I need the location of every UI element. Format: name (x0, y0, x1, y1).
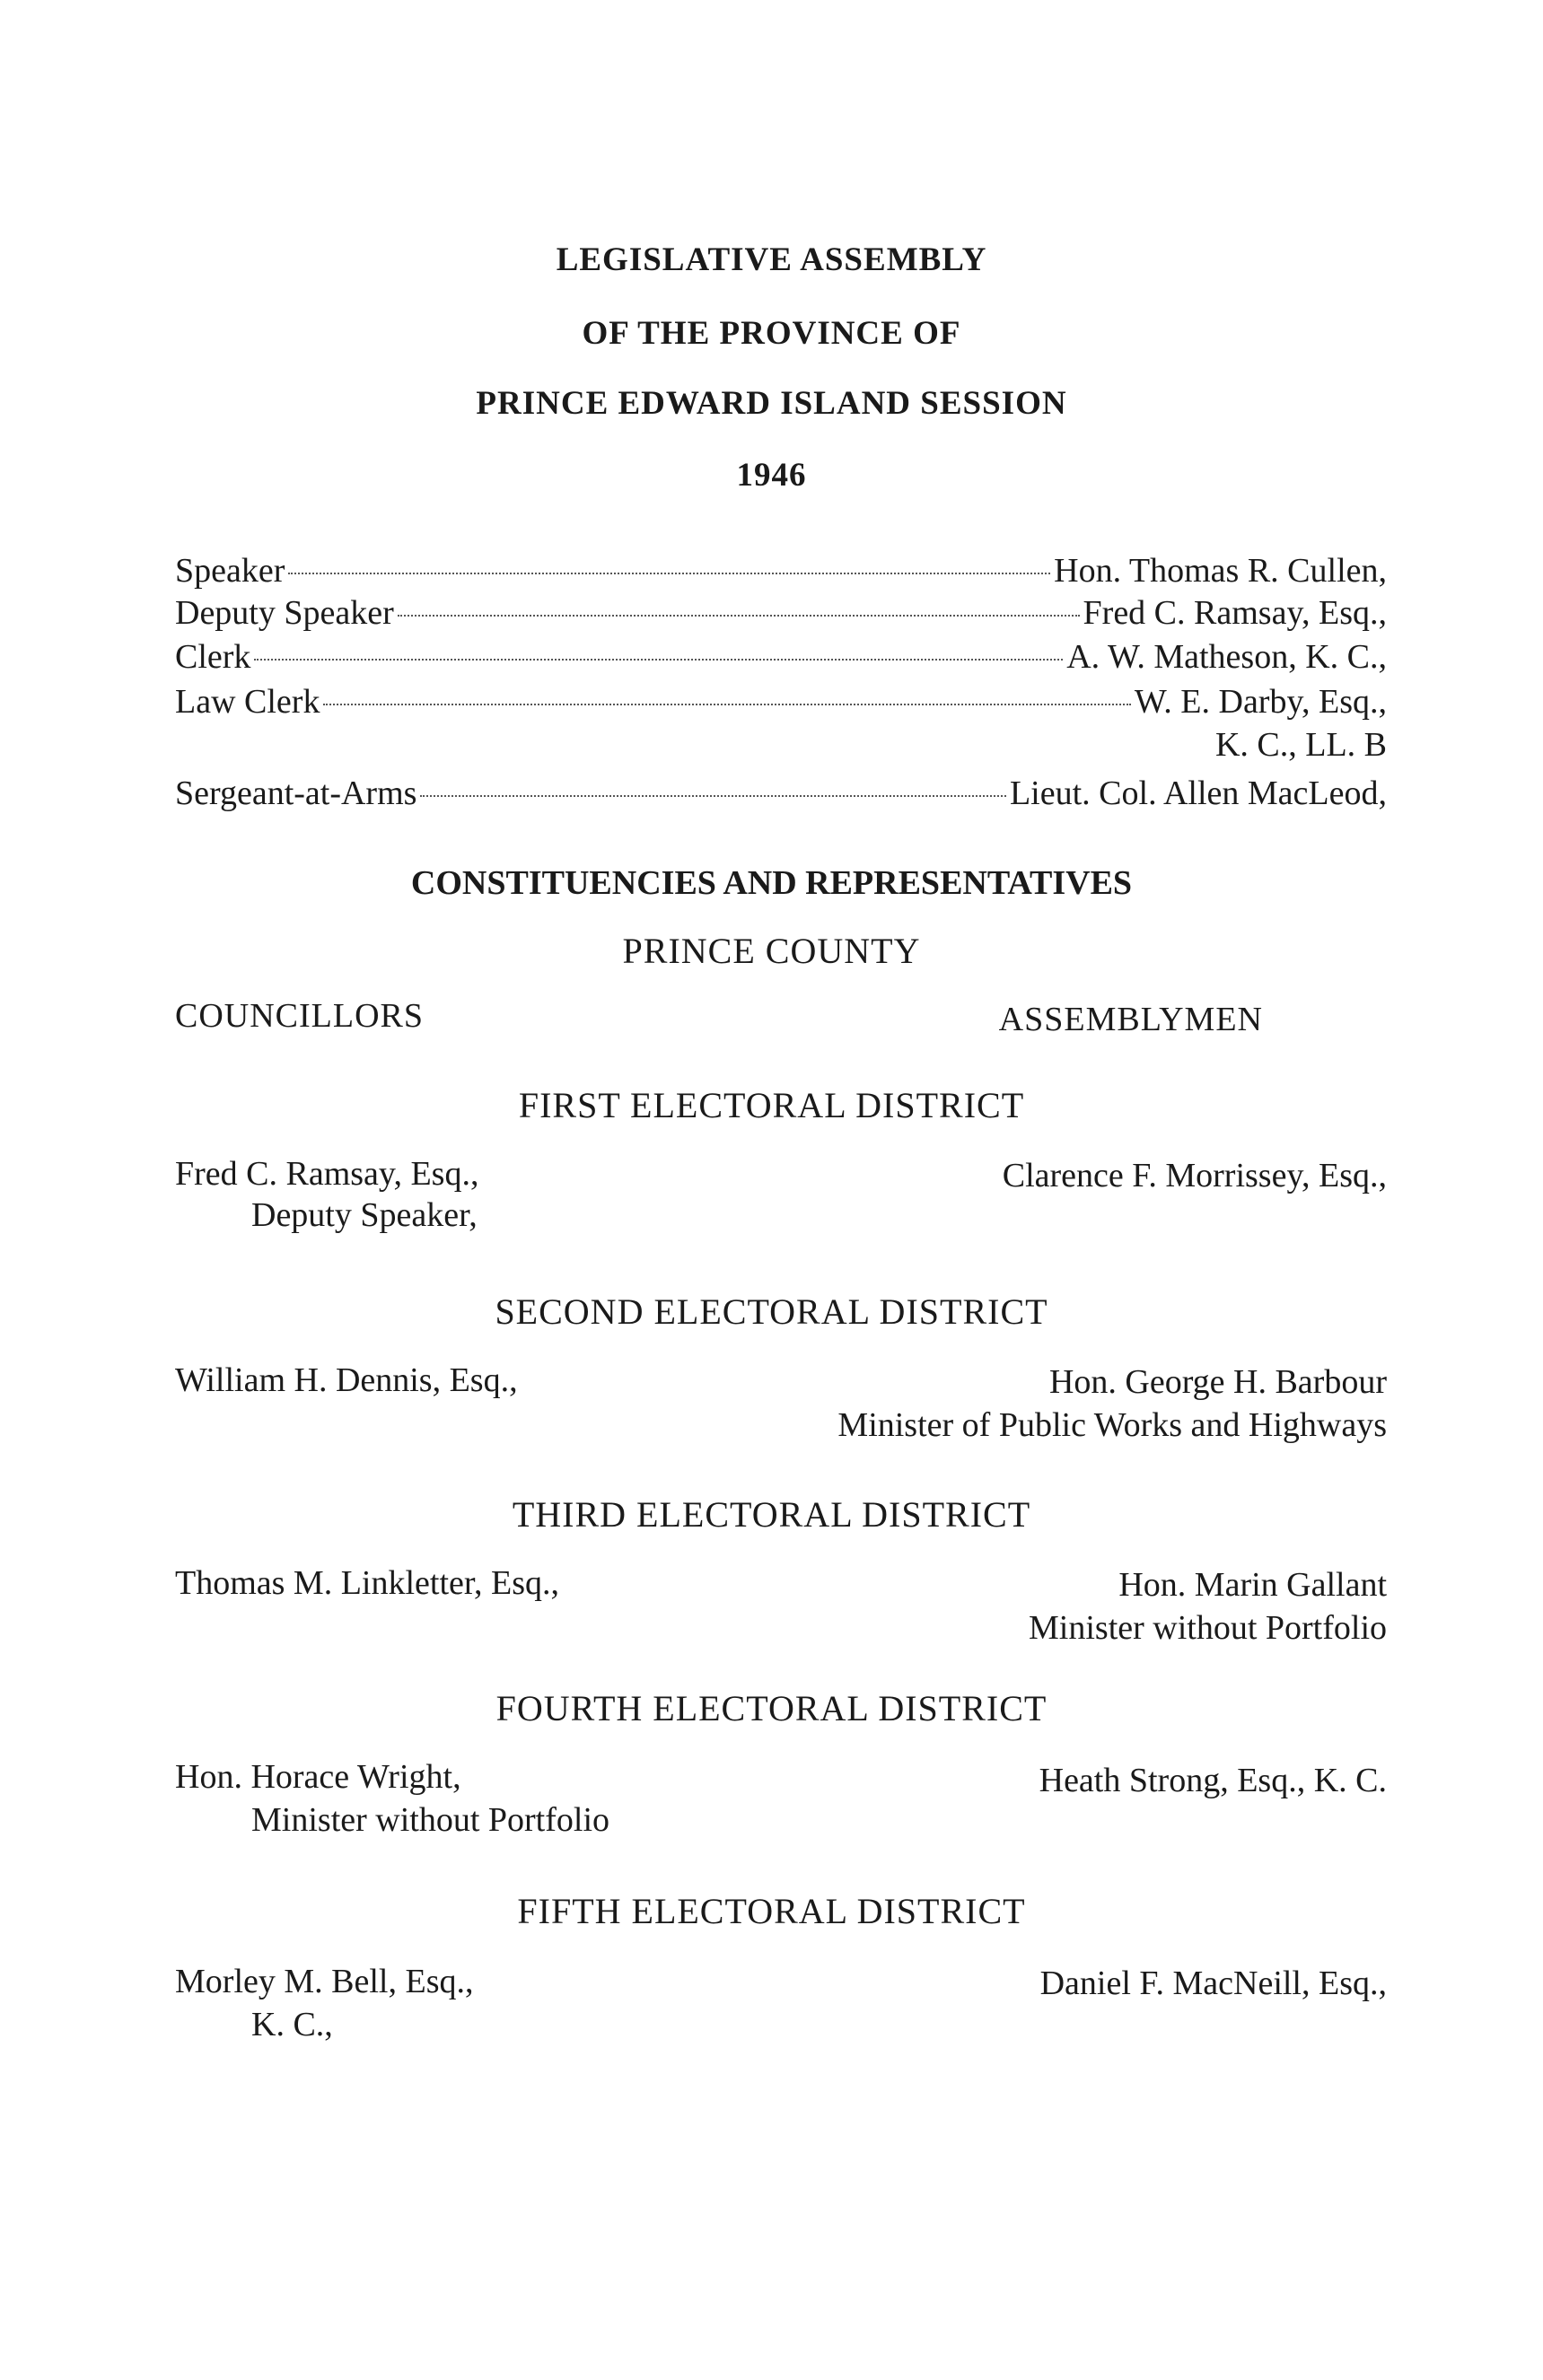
leader-dots (420, 795, 1006, 797)
district-title: FOURTH ELECTORAL DISTRICT (495, 1688, 1048, 1728)
councillor-name: Fred C. Ramsay, Esq., (175, 1155, 479, 1193)
assemblyman-name: Hon. George H. Barbour (1048, 1363, 1387, 1401)
officer-name: Lieut. Col. Allen MacLeod, (1009, 774, 1387, 812)
officer-role: Sergeant-at-Arms (175, 774, 417, 812)
leader-dots (288, 573, 1050, 574)
title-line-2: OF THE PROVINCE OF (582, 315, 961, 352)
district-title: THIRD ELECTORAL DISTRICT (512, 1494, 1031, 1535)
officer-row-clerk (175, 637, 1387, 677)
leader-dots (254, 659, 1063, 661)
councillor-name: Hon. Horace Wright, (175, 1758, 461, 1796)
officer-name: W. E. Darby, Esq., (1134, 683, 1387, 721)
officer-row-deputy-speaker (175, 593, 1387, 633)
title-line-1: LEGISLATIVE ASSEMBLY (556, 241, 987, 278)
councillor-note: Minister without Portfolio (251, 1801, 609, 1839)
officer-name: Fred C. Ramsay, Esq., (1083, 594, 1387, 632)
councillor-name: Morley M. Bell, Esq., (175, 1963, 474, 2000)
leader-dots (323, 704, 1130, 705)
title-line-3: PRINCE EDWARD ISLAND SESSION (476, 385, 1067, 422)
session-year: 1946 (736, 457, 807, 494)
assemblyman-name: Daniel F. MacNeill, Esq., (1039, 1964, 1387, 2002)
assemblyman-name: Clarence F. Morrissey, Esq., (1002, 1157, 1387, 1194)
officer-name: Hon. Thomas R. Cullen, (1054, 552, 1387, 590)
officer-name: A. W. Matheson, K. C., (1066, 638, 1387, 676)
law-clerk-credentials: K. C., LL. B (1214, 726, 1387, 764)
councillor-name: Thomas M. Linkletter, Esq., (175, 1564, 560, 1602)
section-title: CONSTITUENCIES AND REPRESENTATIVES (410, 864, 1133, 902)
officer-role: Clerk (175, 638, 251, 676)
officer-row-sergeant-at-arms (175, 774, 1387, 813)
officer-role: Speaker (175, 552, 285, 590)
officer-role: Deputy Speaker (175, 594, 394, 632)
county-heading: PRINCE COUNTY (622, 931, 921, 971)
councillor-note: K. C., (251, 2006, 333, 2043)
assemblymen-column-header: ASSEMBLYMEN (998, 1001, 1263, 1038)
assemblyman-name: Hon. Marin Gallant (1118, 1566, 1387, 1604)
officer-row-law-clerk (175, 682, 1387, 722)
assemblyman-note: Minister of Public Works and Highways (837, 1406, 1387, 1444)
assemblyman-note: Minister without Portfolio (1029, 1609, 1387, 1647)
councillor-name: William H. Dennis, Esq., (175, 1361, 518, 1399)
councillor-note: Deputy Speaker, (251, 1196, 478, 1234)
officer-row-speaker (175, 551, 1387, 591)
assemblyman-name: Heath Strong, Esq., K. C. (1039, 1762, 1387, 1799)
leader-dots (398, 615, 1080, 617)
district-title: FIFTH ELECTORAL DISTRICT (517, 1891, 1026, 1931)
officer-role: Law Clerk (175, 683, 320, 721)
district-title: FIRST ELECTORAL DISTRICT (518, 1085, 1025, 1125)
councillors-column-header: COUNCILLORS (175, 997, 425, 1035)
district-title: SECOND ELECTORAL DISTRICT (495, 1291, 1048, 1332)
